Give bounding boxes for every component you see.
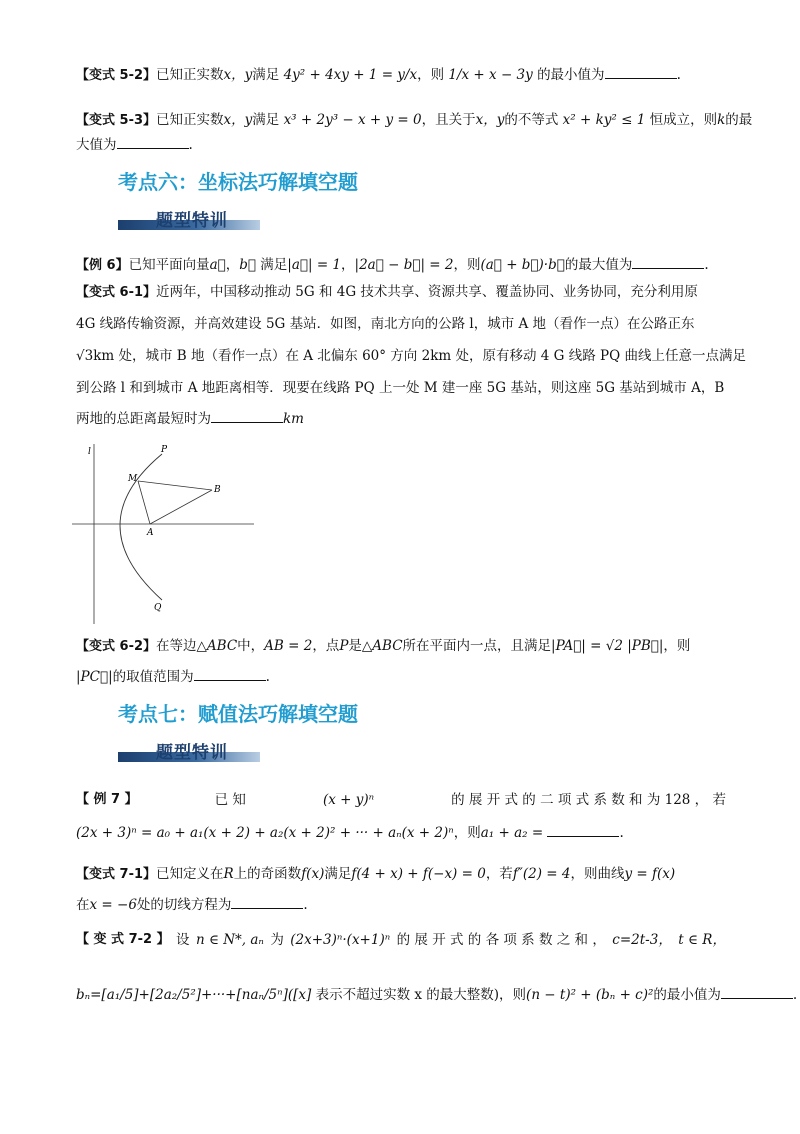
section-title: 考点七：赋值法巧解填空题: [118, 702, 358, 726]
answer-blank: [231, 894, 303, 909]
segment-mb: [138, 481, 212, 490]
practice-banner: 题型特训: [118, 738, 260, 764]
formula: f″(2) = 4: [512, 866, 571, 882]
parabola-figure: [66, 432, 256, 627]
variant-5-3-line2: 大值为 .: [76, 134, 726, 155]
question-tag: 【变式 7-1】: [76, 867, 157, 882]
example-7: 【 例 7 】 已 知 (x + y)ⁿ 的 展 开 式 的 二 项 式 系 数 和 为 128 ， 若: [76, 792, 726, 808]
practice-banner: 题型特训: [118, 206, 260, 232]
answer-blank: [605, 64, 677, 79]
formula: bₙ=[a₁/5]+[2a₂/5²]+···+[naₙ/5ⁿ]([x]: [76, 987, 312, 1003]
answer-blank: [117, 134, 189, 149]
formula: 1/x + x − 3y: [448, 67, 533, 83]
formula: 4y² + 4xy + 1 = y/x: [283, 67, 418, 83]
formula: f(4 + x) + f(−x) = 0: [351, 866, 486, 882]
question-tag: 【变式 6-1】: [76, 285, 157, 300]
formula: (2x + 3)ⁿ = a₀ + a₁(x + 2) + a₂(x + 2)² + ··· + aₙ(x + 2)ⁿ: [76, 825, 454, 841]
variant-6-1-line4: 到公路 l 和到城市 A 地距离相等．现要在线路 PQ 上一处 M 建一座 5G 基站，则这座 5G 基站到城市 A，B: [76, 380, 725, 396]
variant-6-1-line5: 两地的总距离最短时为 km: [76, 408, 726, 429]
variant-7-2: 【 变 式 7-2 】 设 n ∈ N*, aₙ 为 (2x+3)ⁿ·(x+1)ⁿ 的 展 开 式 的 各 项 系 数 之 和 ， c=2t-3， t ∈ R，: [76, 932, 726, 948]
answer-blank: [194, 666, 266, 681]
variant-5-3: 【变式 5-3】已知正实数x，y满足 x³ + 2y³ − x + y = 0，且关于x，y的不等式 x² + ky² ≤ 1 恒成立，则k的最: [76, 112, 753, 128]
formula: |a⃗| = 1: [287, 257, 342, 273]
variant-6-2-line2: |PC⃗|的取值范围为 .: [76, 666, 726, 687]
formula: (x + y)ⁿ: [322, 792, 375, 808]
variant-6-1-line3: √3km 处，城市 B 地（看作一点）在 A 北偏东 60° 方向 2km 处，原有移动 4 G 线路 PQ 曲线上任意一点满足: [76, 348, 746, 364]
label-l: l: [88, 447, 91, 457]
formula: y = f(x): [624, 866, 676, 882]
variant-7-1: 【变式 7-1】已知定义在R上的奇函数f(x)满足f(4 + x) + f(−x) = 0，若f″(2) = 4，则曲线y = f(x): [76, 866, 676, 882]
formula: |2a⃗ − b⃗| = 2: [354, 257, 454, 273]
answer-blank: [547, 822, 619, 837]
label-b: B: [214, 485, 221, 495]
question-tag: 【变式 5-2】: [76, 68, 157, 83]
question-tag: 【例 6】: [76, 258, 129, 273]
segment-ab: [150, 490, 212, 524]
segment-ma: [138, 481, 150, 524]
variant-6-2: 【变式 6-2】在等边△ABC中，AB = 2，点P是△ABC所在平面内一点，且满足|PA⃗| = √2 |PB⃗|，则: [76, 638, 691, 654]
variant-7-1-line2: 在x = −6处的切线方程为 .: [76, 894, 726, 915]
example-6: 【例 6】已知平面向量a⃗，b⃗ 满足|a⃗| = 1，|2a⃗ − b⃗| = 2，则(a⃗ + b⃗)·b⃗的最大值为 .: [76, 254, 726, 276]
formula: x² + ky² ≤ 1: [562, 112, 646, 128]
label-m: M: [128, 474, 138, 484]
formula: |PA⃗| = √2 |PB⃗|: [551, 638, 664, 654]
label-p: P: [161, 445, 168, 455]
variant-5-2: 【变式 5-2】已知正实数x，y满足 4y² + 4xy + 1 = y/x，则 1/x + x − 3y 的最小值为 .: [76, 64, 726, 86]
formula: x³ + 2y³ − x + y = 0: [283, 112, 422, 128]
answer-blank: [211, 408, 283, 423]
answer-blank: [632, 254, 704, 269]
question-tag: 【 变 式 7-2 】: [76, 932, 170, 947]
formula: (2x+3)ⁿ·(x+1)ⁿ: [290, 932, 391, 948]
formula: (a⃗ + b⃗)·b⃗: [480, 257, 565, 273]
question-tag: 【变式 5-3】: [76, 113, 157, 128]
curve-pq: [120, 454, 162, 600]
formula: (n − t)² + (bₙ + c)²: [526, 987, 654, 1003]
variant-6-1: 【变式 6-1】近两年，中国移动推动 5G 和 4G 技术共享、资源共享、覆盖协同、业务协同，充分利用原: [76, 284, 698, 300]
variant-7-2-line2: bₙ=[a₁/5]+[2a₂/5²]+···+[naₙ/5ⁿ]([x] 表示不超过实数 x 的最大整数)，则(n − t)² + (bₙ + c)²的最小值为 .: [76, 984, 726, 1005]
formula: f(x): [301, 866, 325, 882]
variant-6-1-line2: 4G 线路传输资源，并高效建设 5G 基站．如图，南北方向的公路 l，城市 A 地（看作一点）在公路正东: [76, 316, 695, 332]
answer-blank: [721, 984, 793, 999]
example-7-line2: (2x + 3)ⁿ = a₀ + a₁(x + 2) + a₂(x + 2)² + ··· + aₙ(x + 2)ⁿ，则a₁ + a₂ = .: [76, 822, 726, 843]
question-tag: 【变式 6-2】: [76, 639, 157, 654]
section-title: 考点六：坐标法巧解填空题: [118, 170, 358, 194]
label-a: A: [147, 528, 154, 538]
question-tag: 【 例 7 】: [76, 792, 138, 807]
label-q: Q: [154, 603, 162, 613]
